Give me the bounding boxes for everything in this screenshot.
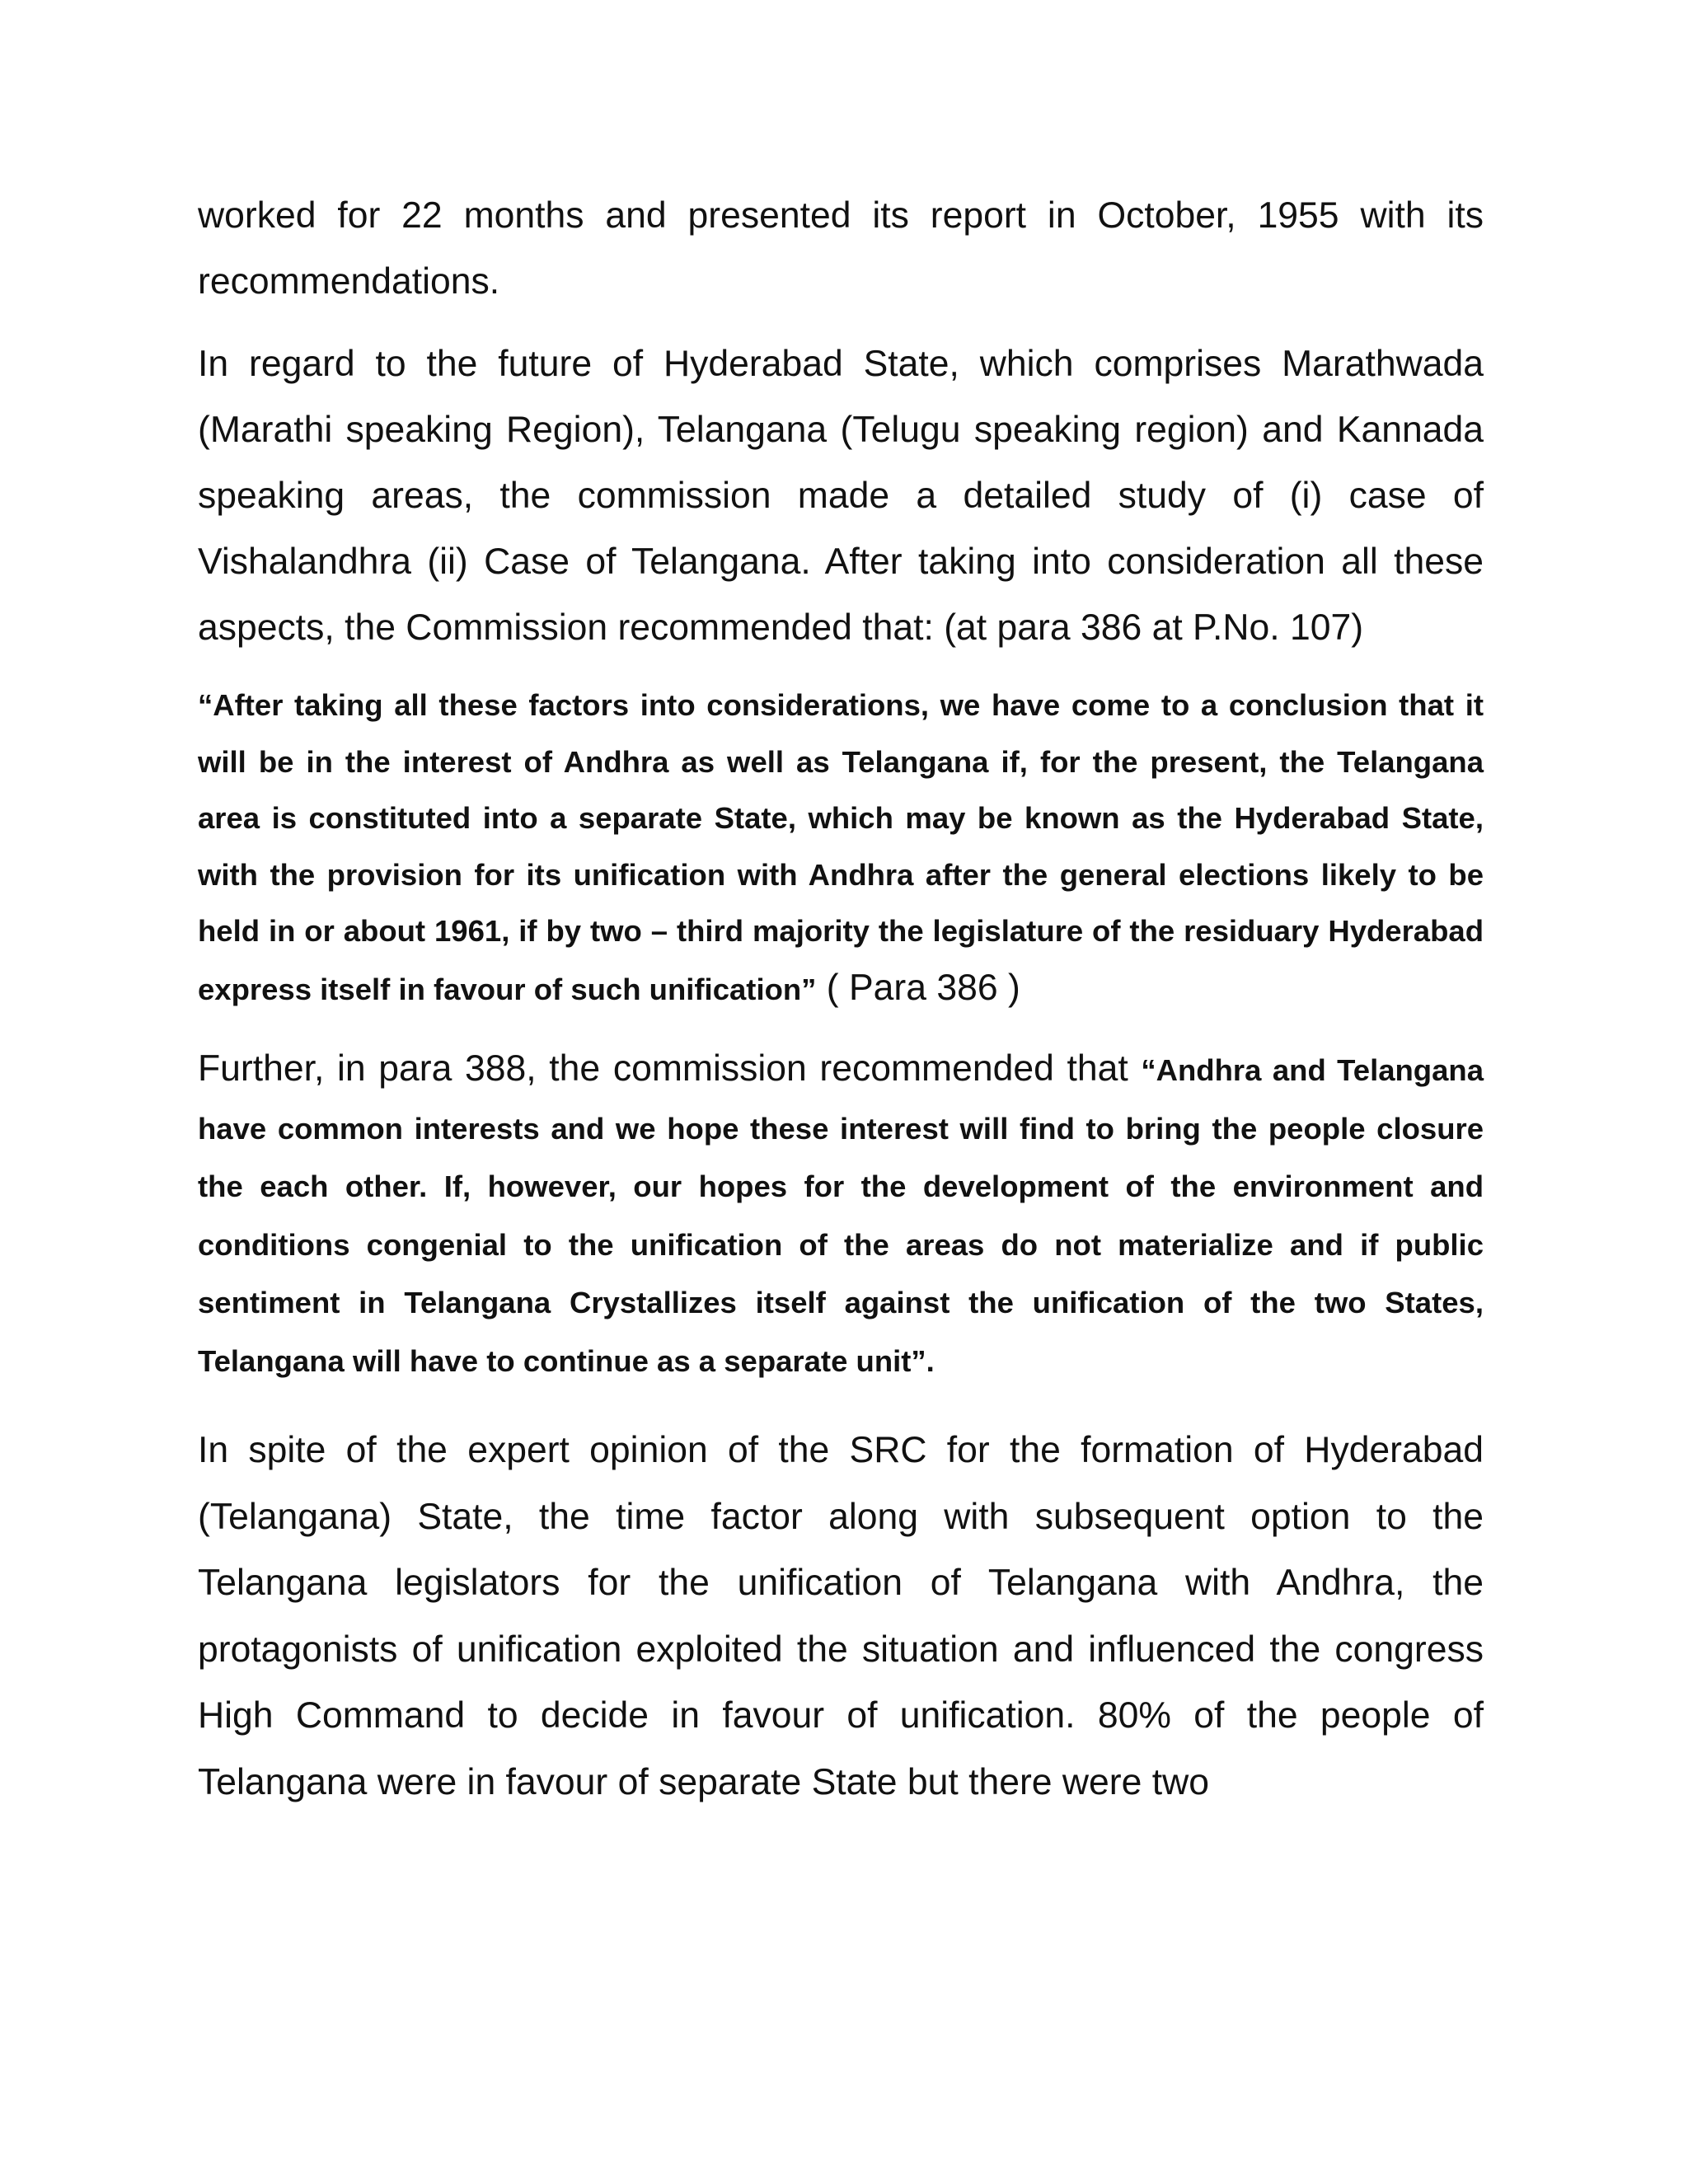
paragraph-para-388 (198, 1041, 1484, 1390)
paragraph-src-opinion: In spite of the expert opinion of the SRC for the formation of Hyderabad (Telangana) State, the time factor along with subsequent option to the Telangana legislators for the unification of Telangana with Andhra, the protagonists of unification exploited the situation and influenced the congress High Command to decide in favour of unification. 80% of the people of Telangana were in favour of separate State but there were two (198, 1430, 1484, 1802)
para-388-intro: Further, in para 388, the commission recommended that (198, 1048, 1142, 1089)
paragraph-report-duration: worked for 22 months and presented its report in October, 1955 with its recommendations. (198, 195, 1484, 302)
document-page (198, 183, 1484, 1816)
paragraph-hyderabad-future: In regard to the future of Hyderabad State, which comprises Marathwada (Marathi speaking Region), Telangana (Telugu speaking region) and Kannada speaking areas, the commission made a detailed study of (i) case of Vishalandhra (ii) Case of Telangana. After taking into consideration all these aspects, the Commission recommended that: (at para 386 at P.No. 107) (198, 344, 1484, 648)
para-388-quote: “Andhra and Telangana have common interests and we hope these interest will find to bring the people closure the each other. If, however, our hopes for the development of the environment and conditions congenial to the unification of the areas do not materialize and if public sentiment in Telangana Crystallizes itself against the unification of the two States, Telangana will have to continue as a separate unit”. (198, 1053, 1484, 1378)
quote-para-386 (198, 677, 1484, 1018)
quote-para-386-body: “After taking all these factors into considerations, we have come to a conclusion that it will be in the interest of Andhra as well as Telangana if, for the present, the Telangana area is constituted into a separate State, which may be known as the Hyderabad State, with the provision for its unification with Andhra after the general elections likely to be held in or about 1961, if by two – third majority the legislature of the residuary Hyderabad express itself in favour of such unification” (198, 688, 1484, 1006)
quote-para-386-text (198, 677, 1484, 1018)
quote-para-386-citation: ( Para 386 ) (816, 967, 1020, 1008)
